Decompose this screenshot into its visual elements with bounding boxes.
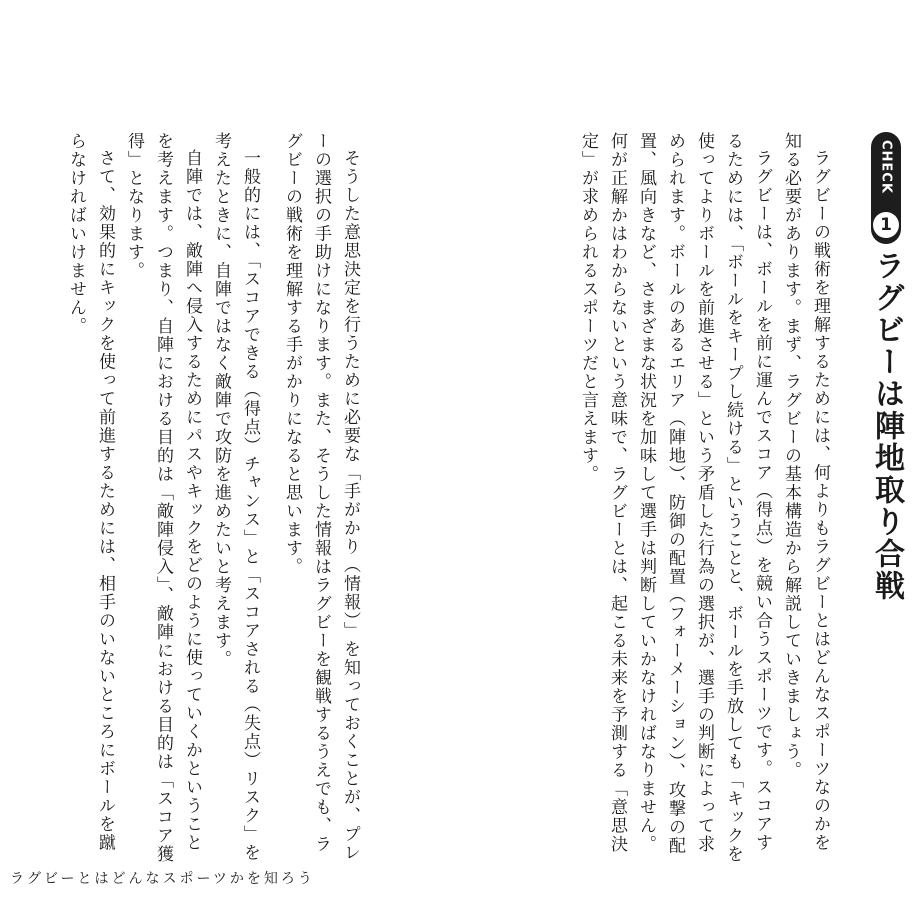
paragraph-decision-cues: そうした意思決定を行うために必要な「手がかり（情報）」を知っておくことが、プレーの選択の手助けになります。また、そうした情報はラグビーを観戦するうえでも、ラグビーの戦術を理解する手がかりになると思います。 (282, 132, 360, 862)
text-column-left (10, 132, 264, 867)
paragraph-rugby-definition: ラグビーは、ボールを前に運んでスコア（得点）を競い合うスポーツです。スコアするためには、「ボールをキープし続ける」ということと、ボールを手放しても「キックを使ってよりボールを前進させる」という矛盾した行為の選択が、選手の判断によって求められます。ボールのあるエリア（陣地）、防御の配置（フォーメーション）、攻撃の配置、風向きなど、さまざまな状況を加味して選手は判断していかなければなりません。何が正解かはわからないという意味で、ラグビーとは、起こる未来を予測する「意思決定」が求められるスポーツだと言えます。 (578, 132, 772, 864)
running-footer: ラグビーとはどんなスポーツかを知ろう (10, 871, 315, 887)
section-title: ラグビーは陣地取り合戦 (869, 250, 904, 602)
paragraph-kicking: さて、効果的にキックを使って前進するためには、相手のいないところにボールを蹴らなければいけません。 (66, 132, 115, 852)
paragraph-general: 一般的には、「スコアできる（得点）チャンス」と「スコアされる（失点）リスク」を考えたときに、自陣ではなく敵陣で攻防を進めたいと考えます。 (211, 132, 260, 862)
check-label: CHECK (878, 140, 894, 194)
text-column-right (572, 132, 834, 867)
check-number: 1 (873, 212, 899, 238)
check-badge (871, 132, 901, 244)
text-column-middle (273, 132, 364, 867)
paragraph-intro: ラグビーの戦術を理解するためには、何よりもラグビーとはどんなスポーツなのかを知る必要があります。まず、ラグビーの基本構造から解説していきましょう。 (781, 132, 830, 852)
paragraph-own-territory: 自陣では、敵陣へ侵入するためにパスやキックをどのように使っていくかということを考えます。つまり、自陣における目的は「敵陣侵入」、敵陣における目的は「スコア獲得」となります。 (124, 132, 202, 864)
